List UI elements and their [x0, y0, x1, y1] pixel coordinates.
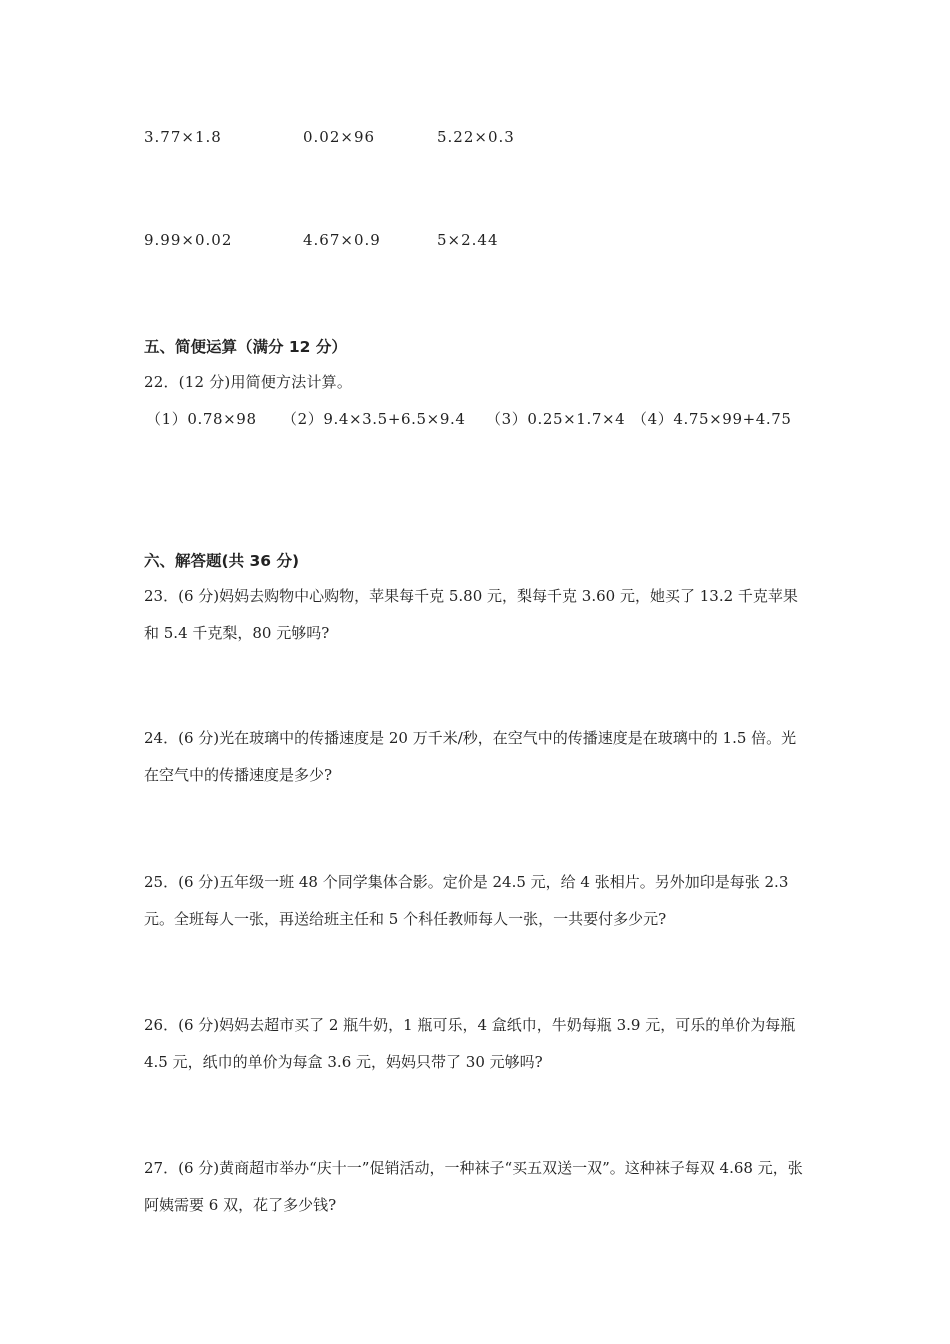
calc-expression: 5×2.44: [437, 231, 499, 249]
section-heading: 六、解答题(共 36 分): [144, 552, 300, 570]
word-problem: 23．(6 分)妈妈去购物中心购物，苹果每千克 5.80 元，梨每千克 3.60 元，她买了 13.2 千克苹果和 5.4 千克梨，80 元够吗?: [144, 587, 798, 642]
calc-expression: 0.02×96: [303, 128, 376, 146]
sub-question: （3）0.25×1.7×4: [486, 410, 626, 428]
word-problem: 25．(6 分)五年级一班 48 个同学集体合影。定价是 24.5 元，给 4 张相片。另外加印是每张 2.3 元。全班每人一张，再送给班主任和 5 个科任教师每人一张，一共要付多少元?: [144, 873, 789, 928]
sub-question: （1）0.78×98: [146, 410, 257, 428]
calc-expression: 4.67×0.9: [303, 231, 381, 249]
sub-question: （4）4.75×99+4.75: [632, 410, 792, 428]
calc-expression: 3.77×1.8: [144, 128, 222, 146]
word-problem: 24．(6 分)光在玻璃中的传播速度是 20 万千米/秒，在空气中的传播速度是在玻璃中的 1.5 倍。光在空气中的传播速度是多少?: [144, 729, 797, 784]
word-problem: 26．(6 分)妈妈去超市买了 2 瓶牛奶，1 瓶可乐，4 盒纸巾，牛奶每瓶 3.9 元，可乐的单价为每瓶 4.5 元，纸巾的单价为每盒 3.6 元，妈妈只带了 30 元够吗?: [144, 1016, 796, 1071]
question-intro: 22．(12 分)用简便方法计算。: [144, 373, 353, 391]
sub-question: （2）9.4×3.5+6.5×9.4: [282, 410, 466, 428]
calc-expression: 5.22×0.3: [437, 128, 515, 146]
section-heading: 五、简便运算（满分 12 分）: [144, 338, 347, 356]
word-problem: 27．(6 分)黄商超市举办“庆十一”促销活动，一种袜子“买五双送一双”。这种袜子每双 4.68 元，张阿姨需要 6 双，花了多少钱?: [144, 1159, 803, 1214]
calc-expression: 9.99×0.02: [144, 231, 233, 249]
